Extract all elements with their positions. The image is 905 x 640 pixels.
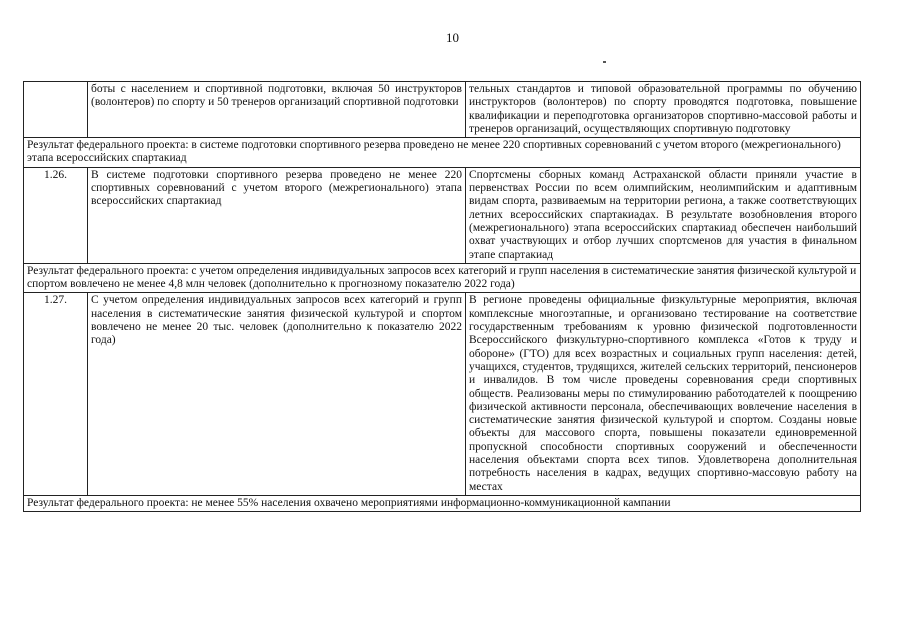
result-cell: Спортсмены сборных команд Астраханской области приняли участие в первенствах России по всем олимпийским, неолимпийским и адаптивным видам спорта, развиваемым на территории региона, а также соответствующих летних всероссийских спартакиадах. В результате возобновления второго (межрегионального) этапа всероссийских спартакиад обеспечен наибольший охват участвующих и отбор лучших спортсменов для участия в финальном этапе спартакиад [466,167,861,263]
federal-project-result-row [24,495,861,511]
row-number: 1.26. [24,167,88,263]
scan-artifact-dot [603,61,606,63]
measure-cell: С учетом определения индивидуальных запросов всех категорий и групп населения в систематические занятия физической культурой и спортом вовлечено не менее 20 тыс. человек (дополнительно к показателю 2022 года) [88,293,466,495]
measure-cell: боты с населением и спортивной подготовки, включая 50 инструкторов (волонтеров) по спорту и 50 тренеров организаций спортивной подготовки [88,82,466,138]
table-row [24,167,861,263]
page-number: 10 [446,30,459,45]
table-row [24,293,861,495]
table-row [24,82,861,138]
federal-project-result: Результат федерального проекта: с учетом определения индивидуальных запросов всех категорий и групп населения в систематические занятия физической культурой и спортом вовлечено не менее 4,8 млн человек (дополнительно к прогнозному показателю 2022 года) [24,263,861,293]
report-table [23,81,861,512]
row-number: 1.27. [24,293,88,495]
federal-project-result: Результат федерального проекта: не менее 55% населения охвачено мероприятиями информационно-коммуникационной кампании [24,495,861,511]
result-cell: тельных стандартов и типовой образовательной программы по обучению инструкторов (волонтеров) по спорту проводятся подготовка, повышение квалификации и переподготовка организаторов спортивно-массовой работы и тренеров организаций, осуществляющих спортивную подготовку [466,82,861,138]
row-number [24,82,88,138]
measure-cell: В системе подготовки спортивного резерва проведено не менее 220 спортивных соревнований с учетом второго (межрегионального) этапа всероссийских спартакиад [88,167,466,263]
federal-project-result-row [24,263,861,293]
result-cell: В регионе проведены официальные физкультурные мероприятия, включая комплексные многоэтапные, и организовано тестирование на соответствие государственным требованиям к уровню физической подготовленности Всероссийского физкультурно-спортивного комплекса «Готов к труду и обороне» (ГТО) для всех возрастных и социальных групп населения: детей, учащихся, студентов, трудящихся, жителей сельских территорий, пенсионеров и инвалидов. В том числе проведены соревнования среди спортивных обществ. Реализованы меры по стимулированию работодателей к поощрению физической активности персонала, обеспечивающих вовлечение населения в систематические занятия физической культурой и спортом. Созданы новые объекты для массового спорта, повышены показатели единовременной пропускной способности спортивных сооружений и обеспеченности населения объектами спорта всех типов. Удовлетворена дополнительная потребность населения в кадрах, ведущих спортивно-массовую работу на местах [466,293,861,495]
federal-project-result: Результат федерального проекта: в системе подготовки спортивного резерва проведено не менее 220 спортивных соревнований с учетом второго (межрегионального) этапа всероссийских спартакиад [24,138,861,168]
federal-project-result-row [24,138,861,168]
